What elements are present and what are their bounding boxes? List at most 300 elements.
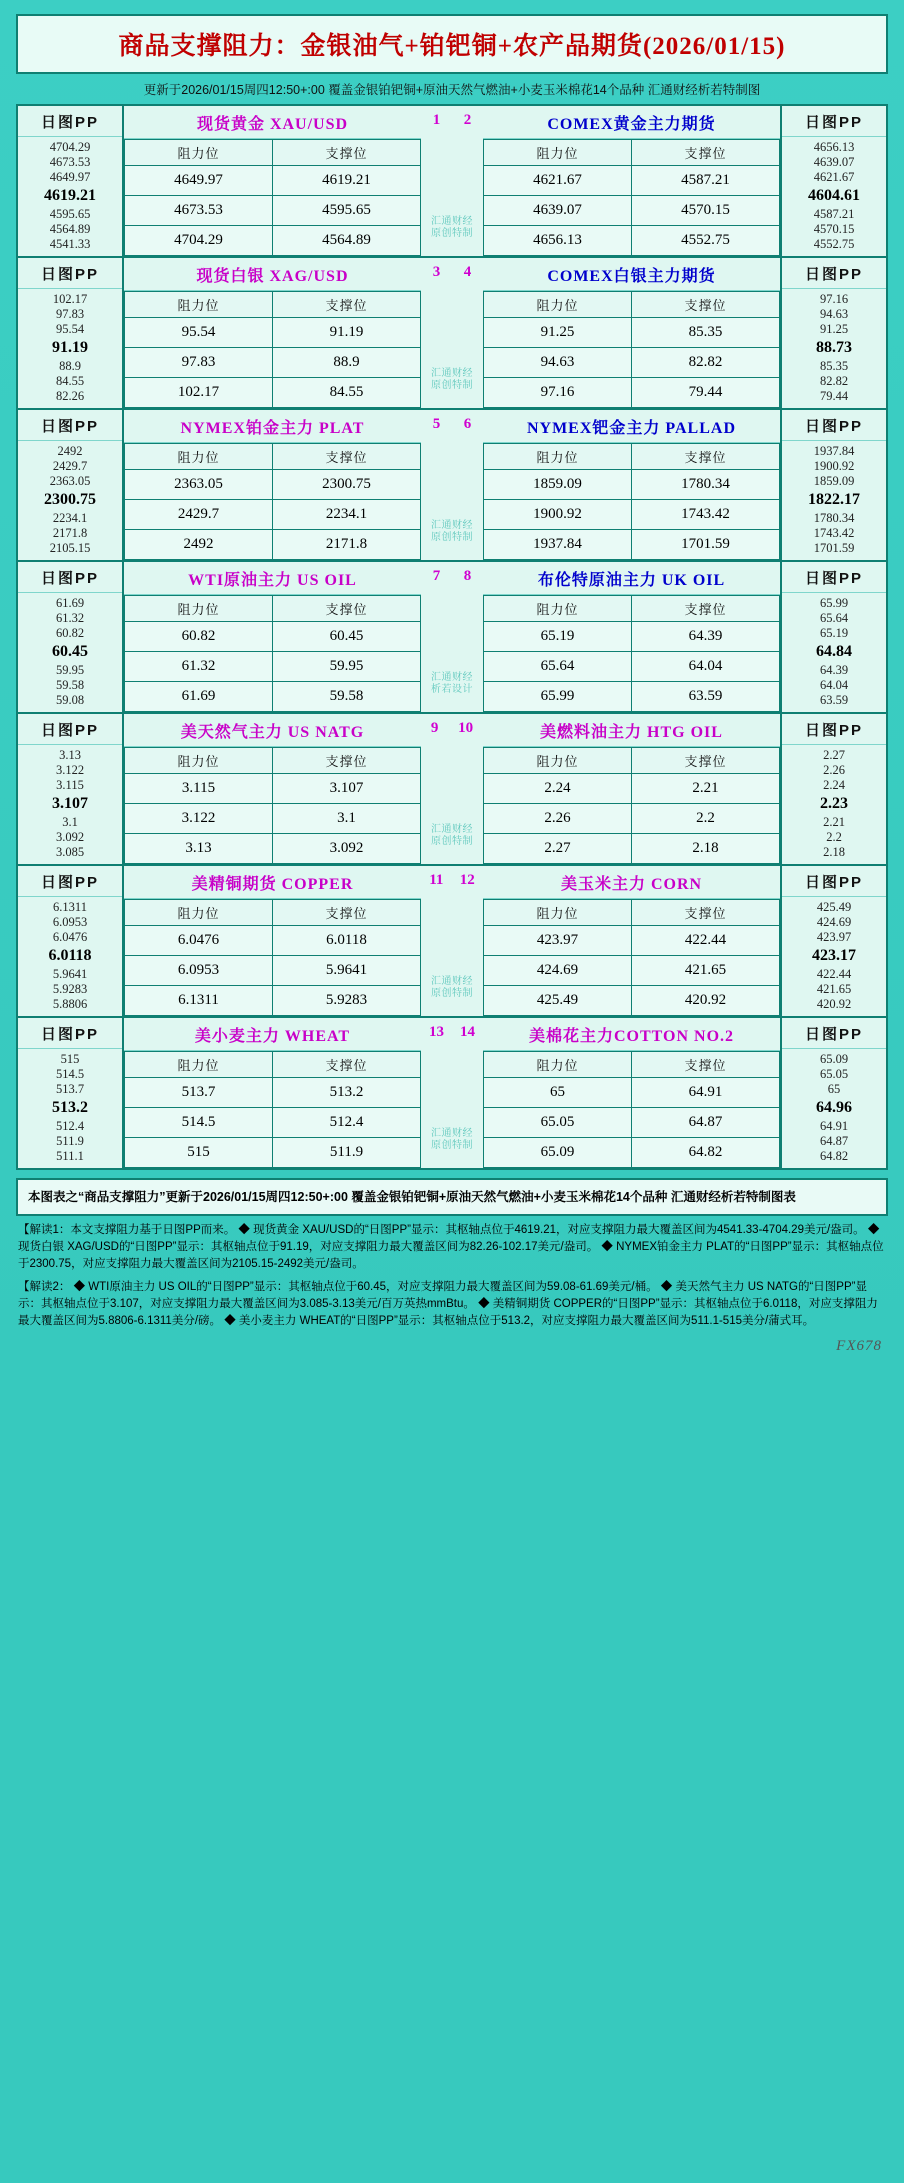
resistance-header: 阻力位	[484, 900, 632, 926]
pivot-value: 421.65	[816, 982, 852, 996]
resistance-value: 60.82	[125, 622, 273, 652]
watermark	[431, 216, 473, 240]
pivot-value: 65	[827, 1082, 841, 1096]
pivot-value: 4541.33	[49, 237, 91, 251]
watermark	[431, 824, 473, 848]
resistance-value: 1937.84	[484, 530, 632, 560]
instrument-panel	[483, 410, 780, 560]
watermark-line-1: 汇通财经	[431, 216, 473, 227]
table-header-row	[125, 140, 421, 166]
table-row	[125, 318, 421, 348]
instrument-title: 美燃料油主力 HTG OIL	[483, 714, 780, 747]
resistance-value: 513.7	[125, 1078, 273, 1108]
table-row	[484, 166, 780, 196]
instrument-title: COMEX白银主力期货	[483, 258, 780, 291]
pivot-value: 95.54	[55, 322, 85, 336]
support-value: 513.2	[273, 1078, 421, 1108]
support-value: 64.91	[632, 1078, 780, 1108]
table-row	[484, 196, 780, 226]
pivot-value: 5.9641	[52, 967, 88, 981]
support-value: 512.4	[273, 1108, 421, 1138]
support-header: 支撑位	[632, 292, 780, 318]
table-header-row	[125, 900, 421, 926]
pivot-value: 2234.1	[52, 511, 88, 525]
resistance-header: 阻力位	[125, 596, 273, 622]
levels-table	[124, 1051, 421, 1168]
resistance-value: 4649.97	[125, 166, 273, 196]
resistance-value: 2429.7	[125, 500, 273, 530]
pivot-column-left	[18, 410, 124, 560]
support-value: 421.65	[632, 956, 780, 986]
support-value: 64.87	[632, 1108, 780, 1138]
resistance-value: 2363.05	[125, 470, 273, 500]
pivot-value: 4621.67	[813, 170, 855, 184]
instrument-panel	[483, 1018, 780, 1168]
table-header-row	[484, 748, 780, 774]
index-numbers	[421, 1018, 483, 1041]
watermark	[431, 368, 473, 392]
instrument-title: 美精铜期货 COPPER	[124, 866, 421, 899]
table-row	[125, 470, 421, 500]
footer-text: 本图表之“商品支撑阻力”更新于2026/01/15周四12:50+:00 覆盖金银铂钯铜+原油天然气燃油+小麦玉米棉花14个品种 汇通财经析若特制图表	[28, 1190, 796, 1204]
pivot-header: 日图PP	[782, 410, 886, 441]
resistance-value: 97.83	[125, 348, 273, 378]
table-header-row	[125, 748, 421, 774]
watermark	[431, 976, 473, 1000]
resistance-value: 65.99	[484, 682, 632, 712]
levels-table	[124, 291, 421, 408]
pivot-value: 4587.21	[813, 207, 855, 221]
support-value: 63.59	[632, 682, 780, 712]
pivot-value: 6.1311	[53, 900, 87, 914]
pivot-column-right	[780, 106, 886, 256]
instrument-panel	[483, 866, 780, 1016]
index-column	[421, 258, 483, 408]
pivot-value: 3.122	[55, 763, 85, 777]
resistance-value: 515	[125, 1138, 273, 1168]
support-header: 支撑位	[273, 444, 421, 470]
pivot-value: 2.24	[823, 778, 845, 792]
table-row	[125, 804, 421, 834]
pivot-value: 4649.97	[49, 170, 91, 184]
support-value: 4552.75	[632, 226, 780, 256]
resistance-header: 阻力位	[484, 140, 632, 166]
pivot-value: 423.17	[812, 947, 856, 964]
instrument-panel	[124, 410, 421, 560]
instrument-title: 美棉花主力COTTON NO.2	[483, 1018, 780, 1051]
pivot-value: 3.085	[55, 845, 85, 859]
pivot-value: 6.0953	[52, 915, 88, 929]
resistance-value: 423.97	[484, 926, 632, 956]
instrument-panel	[483, 714, 780, 864]
pivot-value: 97.83	[55, 307, 85, 321]
resistance-value: 94.63	[484, 348, 632, 378]
watermark	[431, 1128, 473, 1152]
support-value: 2300.75	[273, 470, 421, 500]
support-value: 64.82	[632, 1138, 780, 1168]
support-value: 4619.21	[273, 166, 421, 196]
index-number-right: 6	[463, 416, 472, 432]
support-value: 511.9	[273, 1138, 421, 1168]
resistance-value: 65.19	[484, 622, 632, 652]
pivot-column-left	[18, 714, 124, 864]
pivot-column-right	[780, 410, 886, 560]
support-value: 6.0118	[273, 926, 421, 956]
table-row	[484, 1078, 780, 1108]
notes-section	[16, 1222, 888, 1330]
instrument-block	[18, 866, 886, 1018]
pivot-value: 3.115	[56, 778, 84, 792]
index-numbers	[421, 714, 483, 737]
table-row	[125, 1138, 421, 1168]
table-row	[484, 956, 780, 986]
resistance-value: 3.13	[125, 834, 273, 864]
note-2: 【解读2： ◆ WTI原油主力 US OIL的“日图PP”显示：其枢轴点位于60.45，对应支撑阻力最大覆盖区间为59.08-61.69美元/桶。 ◆ 美天然气主力 US NATG的“日图PP”显示：其枢轴点位于3.107，对应支撑阻力最大覆盖区间为3.085-3.13美元/百万英热mmBtu。 ◆ 美精铜期货 COPPER的“日图PP”显示：其枢轴点位于6.0118，对应支撑阻力最大覆盖区间为5.8806-6.1311美分/磅。 ◆ 美小麦主力 WHEAT的“日图PP”显示：其枢轴点位于513.2，对应支撑阻力最大覆盖区间为511.1-515美分/蒲式耳。	[18, 1281, 878, 1327]
levels-table	[124, 595, 421, 712]
resistance-value: 4673.53	[125, 196, 273, 226]
pivot-value: 60.82	[55, 626, 85, 640]
index-number-right: 14	[460, 1024, 475, 1040]
support-value: 59.95	[273, 652, 421, 682]
pivot-value: 65.05	[819, 1067, 849, 1081]
pivot-value: 511.1	[56, 1149, 84, 1163]
pivot-value: 513.2	[52, 1099, 88, 1116]
support-value: 422.44	[632, 926, 780, 956]
pivot-list	[18, 593, 122, 712]
index-number-right: 10	[458, 720, 474, 736]
resistance-value: 65	[484, 1078, 632, 1108]
table-row	[125, 926, 421, 956]
resistance-value: 2492	[125, 530, 273, 560]
pivot-value: 85.35	[819, 359, 849, 373]
pivot-column-left	[18, 562, 124, 712]
pivot-value: 59.08	[55, 693, 85, 707]
title-box	[16, 14, 888, 74]
table-row	[484, 500, 780, 530]
index-column	[421, 714, 483, 864]
index-numbers	[421, 258, 483, 281]
instrument-block	[18, 1018, 886, 1168]
instrument-panel	[124, 562, 421, 712]
levels-table	[483, 747, 780, 864]
instrument-title: 现货黄金 XAU/USD	[124, 106, 421, 139]
page-title: 商品支撑阻力：金银油气+铂钯铜+农产品期货(2026/01/15)	[118, 33, 786, 60]
pivot-value: 4604.61	[808, 187, 860, 204]
support-value: 3.1	[273, 804, 421, 834]
watermark-line-2: 原创特制	[431, 1140, 473, 1151]
index-number-right: 4	[463, 264, 472, 280]
resistance-value: 91.25	[484, 318, 632, 348]
resistance-header: 阻力位	[484, 1052, 632, 1078]
pivot-list	[18, 897, 122, 1016]
watermark-line-1: 汇通财经	[431, 672, 473, 683]
pivot-value: 2429.7	[52, 459, 88, 473]
table-row	[125, 622, 421, 652]
table-row	[125, 1108, 421, 1138]
instrument-title: COMEX黄金主力期货	[483, 106, 780, 139]
blocks-container	[16, 104, 888, 1170]
pivot-value: 97.16	[819, 292, 849, 306]
pivot-header: 日图PP	[18, 562, 122, 593]
index-numbers	[421, 866, 483, 889]
instrument-title: 美玉米主力 CORN	[483, 866, 780, 899]
instrument-block	[18, 410, 886, 562]
note-1: 【解读1：本文支撑阻力基于日图PP而来。 ◆ 现货黄金 XAU/USD的“日图PP”显示：其枢轴点位于4619.21，对应支撑阻力最大覆盖区间为4541.33-4704.29美元/盎司。 ◆ 现货白银 XAG/USD的“日图PP”显示：其枢轴点位于91.19，对应支撑阻力最大覆盖区间为82.26-102.17美元/盎司。 ◆ NYMEX铂金主力 PLAT的“日图PP”显示：其枢轴点位于2300.75，对应支撑阻力最大覆盖区间为2105.15-2492美元/盎司。	[18, 1224, 884, 1270]
levels-table	[483, 291, 780, 408]
table-row	[125, 1078, 421, 1108]
pivot-header: 日图PP	[782, 866, 886, 897]
resistance-value: 6.1311	[125, 986, 273, 1016]
support-value: 64.04	[632, 652, 780, 682]
index-column	[421, 866, 483, 1016]
pivot-value: 4570.15	[813, 222, 855, 236]
resistance-value: 97.16	[484, 378, 632, 408]
instrument-block	[18, 258, 886, 410]
pivot-value: 82.82	[819, 374, 849, 388]
support-header: 支撑位	[632, 748, 780, 774]
pivot-value: 4619.21	[44, 187, 96, 204]
pivot-value: 3.107	[52, 795, 88, 812]
table-row	[125, 652, 421, 682]
support-value: 2.18	[632, 834, 780, 864]
table-row	[125, 378, 421, 408]
pivot-value: 63.59	[819, 693, 849, 707]
resistance-value: 6.0476	[125, 926, 273, 956]
instrument-title: NYMEX钯金主力 PALLAD	[483, 410, 780, 443]
support-value: 4570.15	[632, 196, 780, 226]
levels-table	[483, 595, 780, 712]
table-row	[125, 834, 421, 864]
pivot-header: 日图PP	[18, 106, 122, 137]
resistance-value: 514.5	[125, 1108, 273, 1138]
pivot-value: 79.44	[819, 389, 849, 403]
watermark-line-2: 原创特制	[431, 380, 473, 391]
pivot-value: 88.9	[59, 359, 81, 373]
pivot-value: 1937.84	[813, 444, 855, 458]
support-value: 88.9	[273, 348, 421, 378]
support-value: 2234.1	[273, 500, 421, 530]
table-header-row	[484, 444, 780, 470]
support-header: 支撑位	[273, 292, 421, 318]
pivot-column-right	[780, 258, 886, 408]
index-number-right: 12	[459, 872, 475, 888]
support-value: 2.21	[632, 774, 780, 804]
watermark-line-1: 汇通财经	[431, 368, 473, 379]
pivot-value: 4564.89	[49, 222, 91, 236]
resistance-header: 阻力位	[484, 292, 632, 318]
pivot-value: 61.32	[55, 611, 85, 625]
pivot-value: 2.2	[826, 830, 842, 844]
support-value: 4564.89	[273, 226, 421, 256]
pivot-value: 2300.75	[44, 491, 96, 508]
support-header: 支撑位	[273, 900, 421, 926]
resistance-value: 3.115	[125, 774, 273, 804]
instrument-panel	[124, 106, 421, 256]
watermark-line-2: 析若设计	[431, 684, 473, 695]
support-value: 1701.59	[632, 530, 780, 560]
pivot-value: 65.19	[819, 626, 849, 640]
resistance-value: 1900.92	[484, 500, 632, 530]
instrument-title: 美小麦主力 WHEAT	[124, 1018, 421, 1051]
support-value: 84.55	[273, 378, 421, 408]
table-row	[484, 986, 780, 1016]
table-header-row	[484, 1052, 780, 1078]
pivot-list	[18, 137, 122, 256]
pivot-value: 2.27	[823, 748, 845, 762]
pivot-value: 64.84	[816, 643, 852, 660]
pivot-list	[18, 745, 122, 864]
pivot-value: 2363.05	[49, 474, 91, 488]
support-value: 3.092	[273, 834, 421, 864]
pivot-value: 2105.15	[49, 541, 91, 555]
pivot-value: 59.95	[55, 663, 85, 677]
instrument-panel	[124, 1018, 421, 1168]
support-value: 3.107	[273, 774, 421, 804]
pivot-value: 420.92	[816, 997, 852, 1011]
pivot-value: 2492	[57, 444, 83, 458]
instrument-block	[18, 714, 886, 866]
support-value: 91.19	[273, 318, 421, 348]
levels-table	[483, 899, 780, 1016]
pivot-header: 日图PP	[782, 106, 886, 137]
support-value: 64.39	[632, 622, 780, 652]
table-row	[484, 622, 780, 652]
table-row	[125, 956, 421, 986]
support-value: 5.9641	[273, 956, 421, 986]
pivot-column-right	[780, 562, 886, 712]
table-row	[125, 166, 421, 196]
pivot-value: 64.82	[819, 1149, 849, 1163]
table-row	[484, 318, 780, 348]
table-row	[125, 530, 421, 560]
resistance-value: 65.64	[484, 652, 632, 682]
resistance-value: 61.69	[125, 682, 273, 712]
support-header: 支撑位	[632, 140, 780, 166]
support-value: 85.35	[632, 318, 780, 348]
pivot-list	[782, 593, 886, 712]
resistance-value: 2.26	[484, 804, 632, 834]
table-header-row	[484, 140, 780, 166]
index-column	[421, 562, 483, 712]
pivot-value: 1701.59	[813, 541, 855, 555]
watermark-line-2: 原创特制	[431, 836, 473, 847]
pivot-list	[782, 441, 886, 560]
pivot-list	[782, 1049, 886, 1168]
index-number-right: 8	[463, 568, 472, 584]
instrument-panel	[483, 106, 780, 256]
pivot-list	[782, 137, 886, 256]
index-number-left: 1	[432, 112, 441, 128]
signature: FX678	[836, 1338, 882, 1354]
support-value: 4595.65	[273, 196, 421, 226]
watermark-line-1: 汇通财经	[431, 976, 473, 987]
pivot-value: 64.04	[819, 678, 849, 692]
pivot-value: 4595.65	[49, 207, 91, 221]
resistance-value: 4656.13	[484, 226, 632, 256]
table-row	[484, 378, 780, 408]
table-header-row	[484, 900, 780, 926]
index-numbers	[421, 410, 483, 433]
levels-table	[124, 747, 421, 864]
resistance-header: 阻力位	[484, 444, 632, 470]
pivot-value: 5.8806	[52, 997, 88, 1011]
support-value: 79.44	[632, 378, 780, 408]
instrument-title: NYMEX铂金主力 PLAT	[124, 410, 421, 443]
pivot-header: 日图PP	[782, 258, 886, 289]
pivot-value: 5.9283	[52, 982, 88, 996]
instrument-title: WTI原油主力 US OIL	[124, 562, 421, 595]
table-row	[484, 226, 780, 256]
table-header-row	[125, 596, 421, 622]
table-row	[484, 926, 780, 956]
instrument-panel	[124, 866, 421, 1016]
pivot-value: 512.4	[55, 1119, 85, 1133]
pivot-value: 3.1	[62, 815, 78, 829]
resistance-value: 6.0953	[125, 956, 273, 986]
table-row	[484, 774, 780, 804]
pivot-value: 6.0476	[52, 930, 88, 944]
pivot-value: 1780.34	[813, 511, 855, 525]
support-value: 2171.8	[273, 530, 421, 560]
resistance-value: 2.24	[484, 774, 632, 804]
watermark-line-2: 原创特制	[431, 988, 473, 999]
pivot-column-left	[18, 866, 124, 1016]
table-row	[125, 226, 421, 256]
resistance-value: 61.32	[125, 652, 273, 682]
pivot-column-right	[780, 1018, 886, 1168]
table-header-row	[125, 292, 421, 318]
pivot-value: 91.25	[819, 322, 849, 336]
pivot-value: 64.91	[819, 1119, 849, 1133]
table-row	[125, 774, 421, 804]
index-column	[421, 410, 483, 560]
pivot-list	[18, 1049, 122, 1168]
index-number-right: 2	[463, 112, 472, 128]
instrument-panel	[124, 258, 421, 408]
table-row	[484, 834, 780, 864]
resistance-header: 阻力位	[125, 900, 273, 926]
pivot-value: 423.97	[816, 930, 852, 944]
pivot-value: 1822.17	[808, 491, 860, 508]
levels-table	[483, 443, 780, 560]
resistance-header: 阻力位	[125, 444, 273, 470]
pivot-value: 82.26	[55, 389, 85, 403]
pivot-value: 59.58	[55, 678, 85, 692]
resistance-value: 4621.67	[484, 166, 632, 196]
pivot-value: 64.96	[816, 1099, 852, 1116]
pivot-header: 日图PP	[18, 714, 122, 745]
instrument-title: 美天然气主力 US NATG	[124, 714, 421, 747]
index-numbers	[421, 562, 483, 585]
pivot-value: 425.49	[816, 900, 852, 914]
pivot-column-right	[780, 866, 886, 1016]
pivot-column-left	[18, 1018, 124, 1168]
pivot-value: 65.09	[819, 1052, 849, 1066]
index-number-left: 3	[432, 264, 441, 280]
pivot-value: 422.44	[816, 967, 852, 981]
index-column	[421, 106, 483, 256]
pivot-value: 60.45	[52, 643, 88, 660]
levels-table	[124, 139, 421, 256]
watermark-line-2: 原创特制	[431, 532, 473, 543]
pivot-value: 64.87	[819, 1134, 849, 1148]
footer-box	[16, 1178, 888, 1216]
pivot-list	[782, 897, 886, 1016]
resistance-value: 2.27	[484, 834, 632, 864]
pivot-value: 3.13	[59, 748, 81, 762]
levels-table	[124, 899, 421, 1016]
pivot-value: 511.9	[56, 1134, 84, 1148]
